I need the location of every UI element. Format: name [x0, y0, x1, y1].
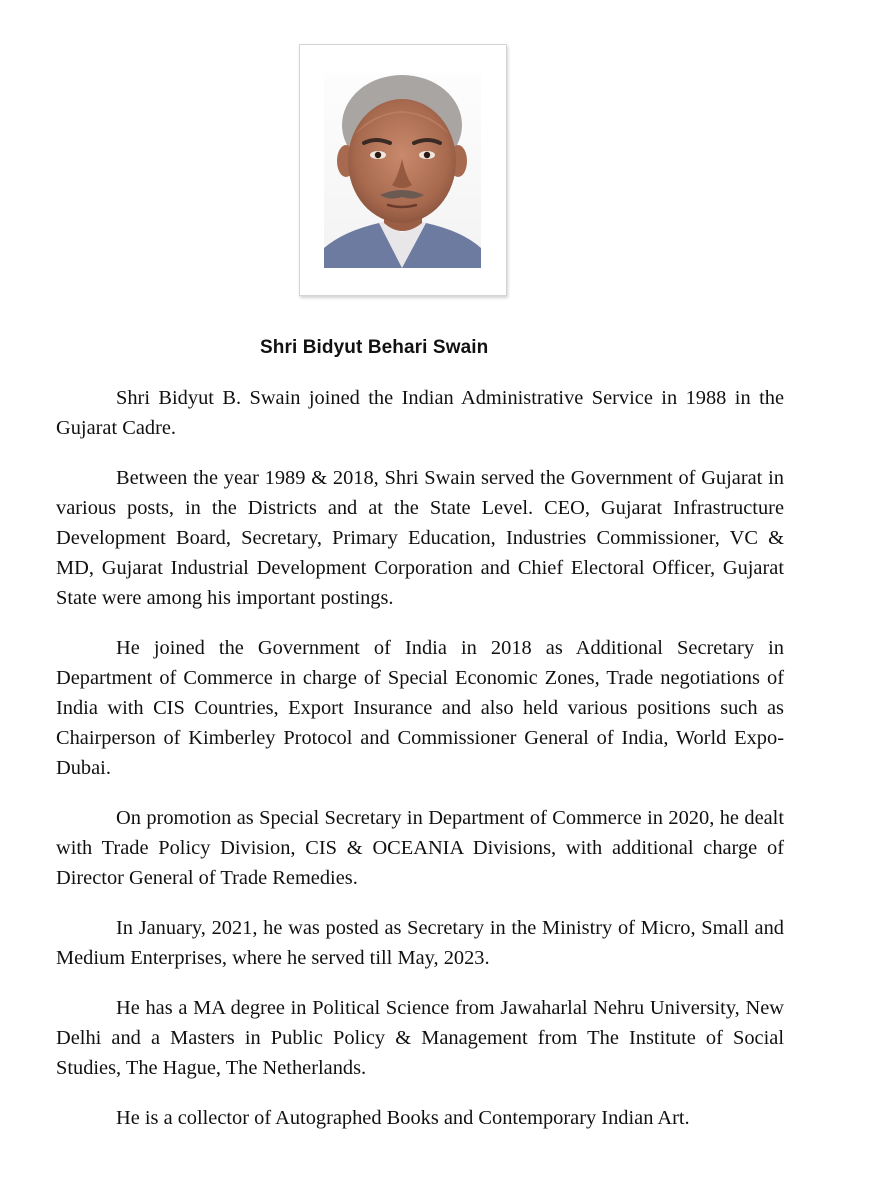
bio-paragraph: He joined the Government of India in 2018 as Additional Secretary in Department of Commerce in charge of Special Economic Zones, Trade negotiations of India with CIS Countries, Export Insurance and also held various positions such as Chairperson of Kimberley Protocol and Commissioner General of India, World Expo- Dubai. [56, 637, 784, 779]
portrait-photo-icon [324, 73, 481, 268]
bio-paragraph: Between the year 1989 & 2018, Shri Swain served the Government of Gujarat in various posts, in the Districts and at the State Level. CEO, Gujarat Infrastructure Development Board, Secretary, Primary Education, Industries Commissioner, VC & MD, Gujarat Industrial Development Corporation and Chief Electoral Officer, Gujarat State were among his important postings. [56, 467, 784, 609]
bio-paragraph: On promotion as Special Secretary in Department of Commerce in 2020, he dealt with Trade Policy Division, CIS & OCEANIA Divisions, with additional charge of Director General of Trade Remedies. [56, 807, 784, 889]
bio-paragraph: He is a collector of Autographed Books and Contemporary Indian Art. [116, 1107, 690, 1129]
bio-paragraph: He has a MA degree in Political Science from Jawaharlal Nehru University, New Delhi and a Masters in Public Policy & Management from The Institute of Social Studies, The Hague, The Netherlands. [56, 997, 784, 1079]
bio-paragraph: In January, 2021, he was posted as Secretary in the Ministry of Micro, Small and Medium Enterprises, where he served till May, 2023. [56, 917, 784, 969]
biography-body [56, 383, 784, 1153]
person-name-heading: Shri Bidyut Behari Swain [260, 337, 489, 358]
bio-paragraph: Shri Bidyut B. Swain joined the Indian Administrative Service in 1988 in the Gujarat Cadre. [56, 387, 784, 439]
portrait-photo-frame [299, 44, 507, 296]
